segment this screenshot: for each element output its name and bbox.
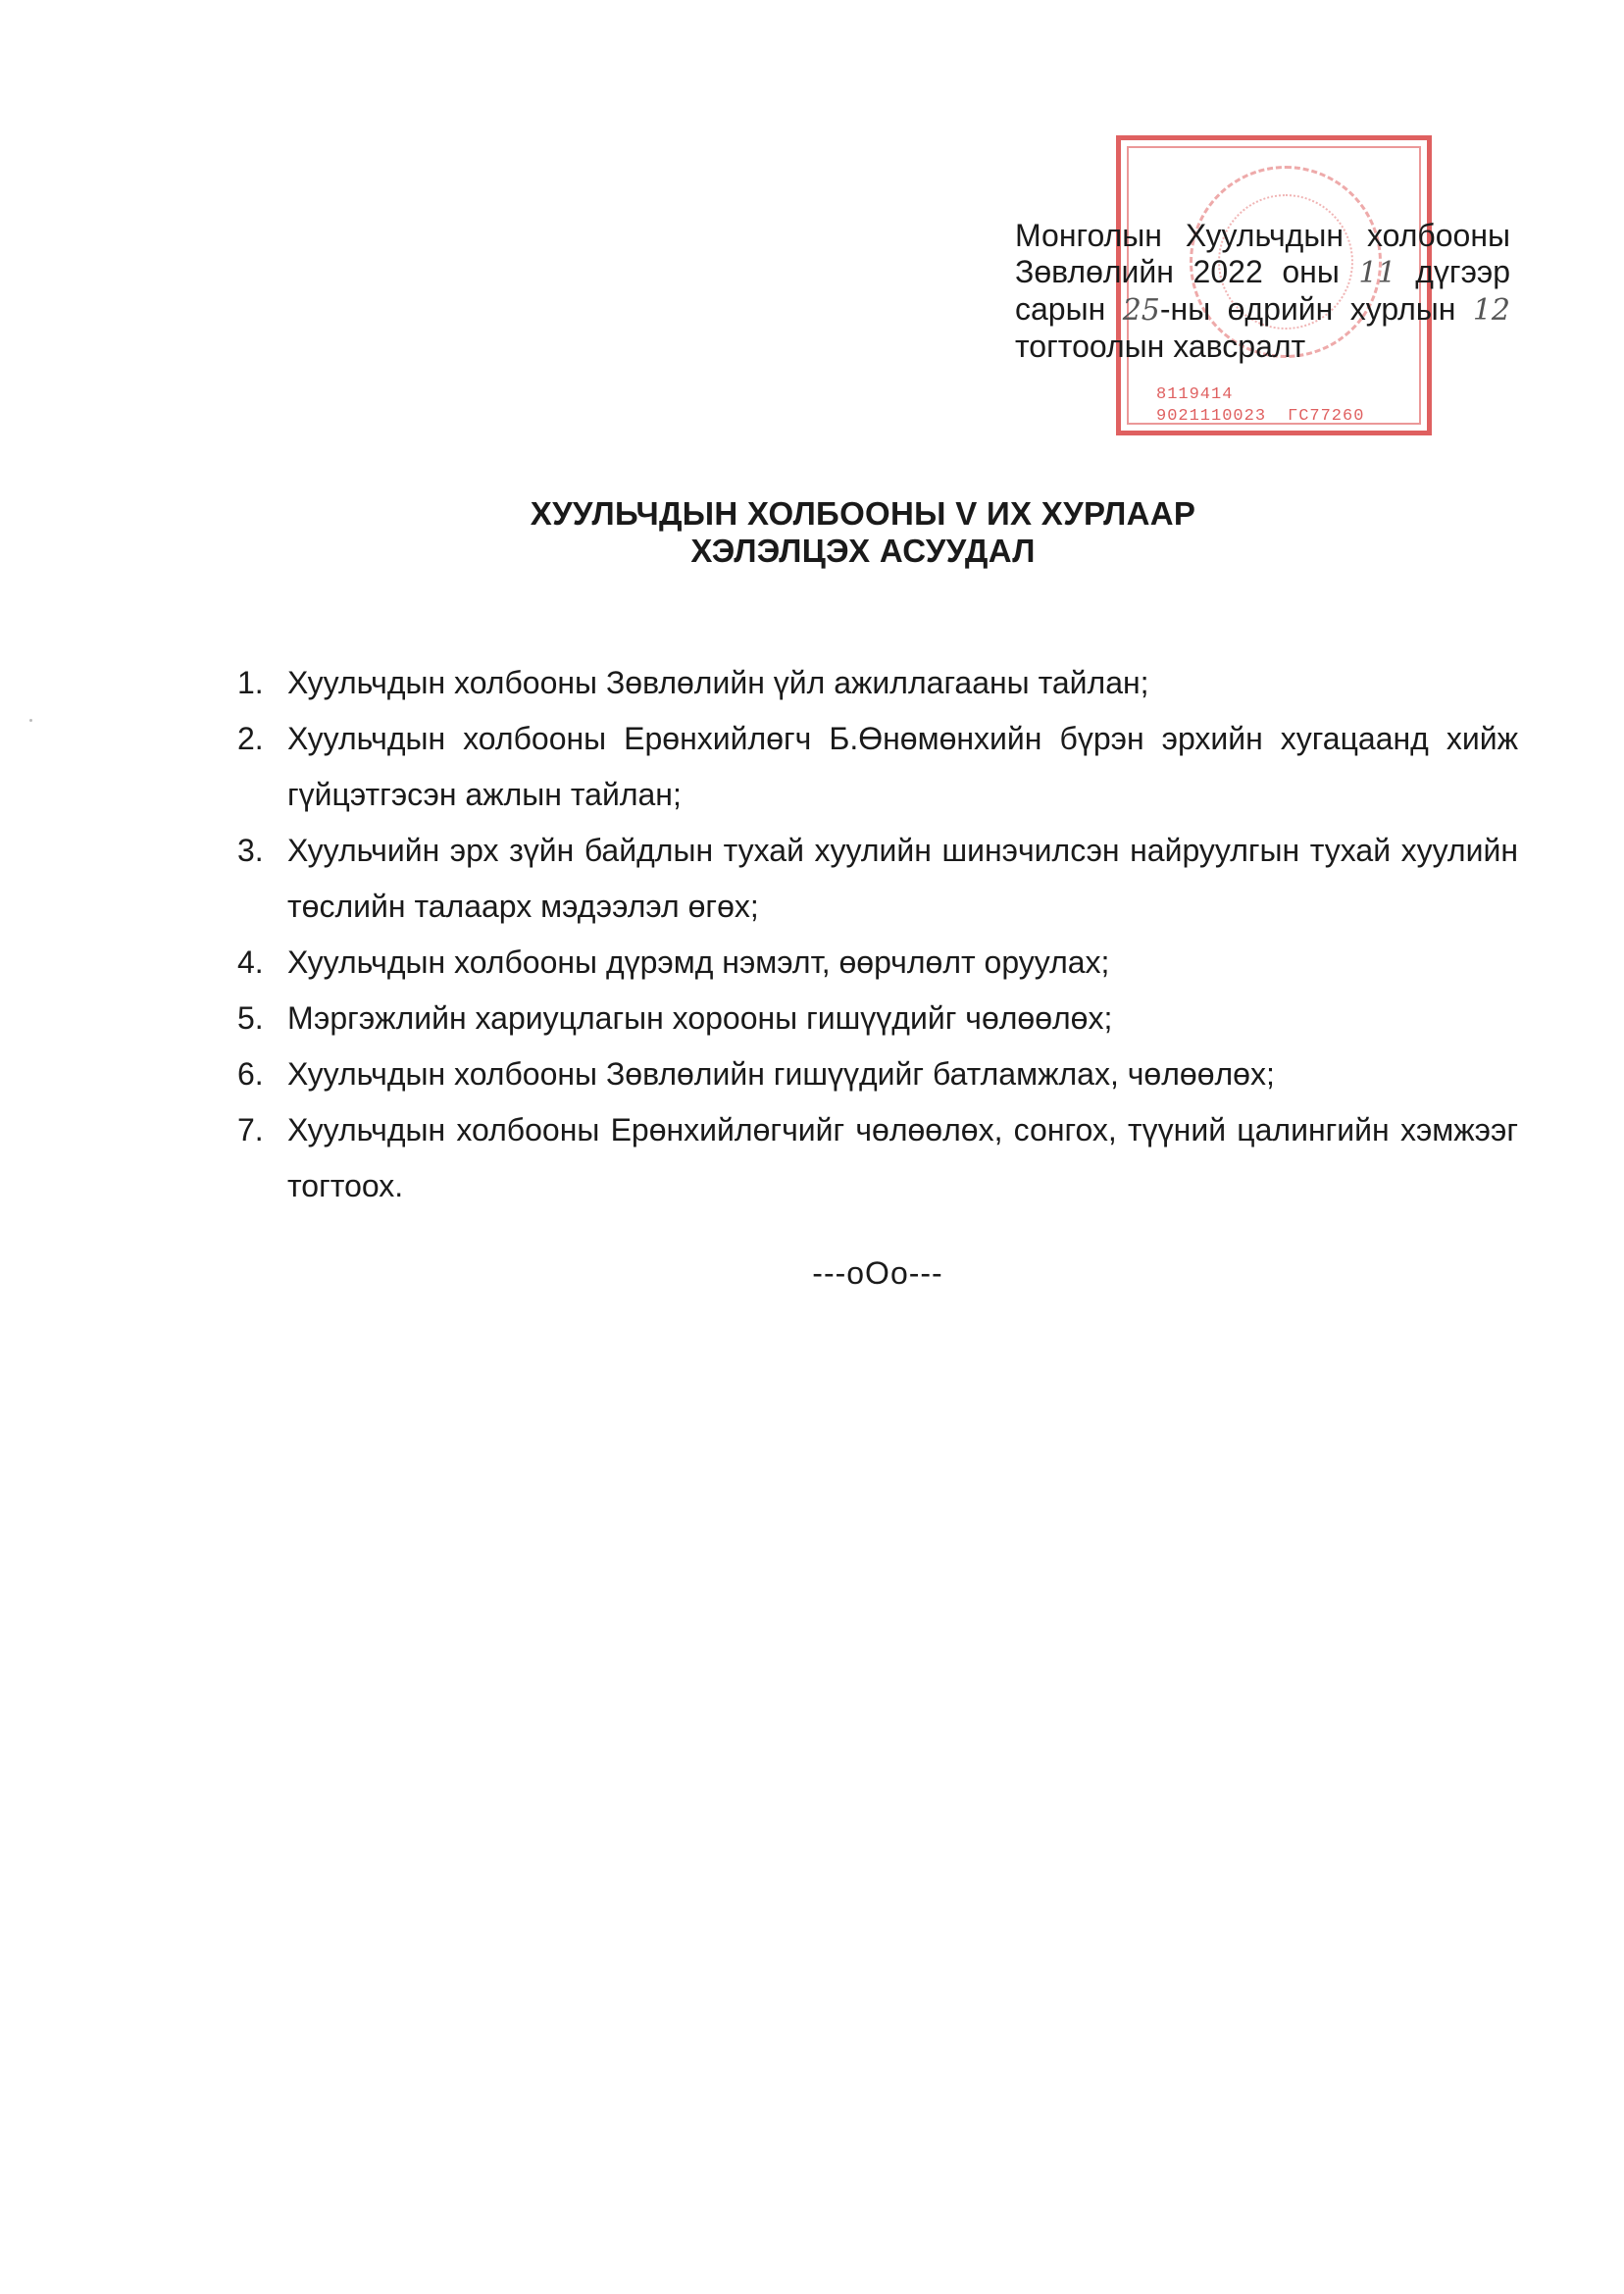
stamp-number-2: 9021110023 <box>1156 407 1267 426</box>
stamp-number-3: ГС77260 <box>1288 407 1365 426</box>
header-line-1: Монголын Хуульчдын холбооны <box>1015 218 1510 253</box>
header-line-2-text-a: Зөвлөлийн 2022 оны <box>1015 254 1340 289</box>
list-item-number: 5. <box>237 1000 264 1036</box>
list-item <box>237 655 1518 711</box>
closing-mark: ---oOo--- <box>812 1255 943 1291</box>
handwritten-number: 11 <box>1358 256 1396 290</box>
handwritten-resolution-number: 12 <box>1472 293 1511 328</box>
list-item-text: Хуульчдын холбооны Ерөнхийлөгч Б.Өнөмөнхийн бүрэн эрхийн хугацаанд хийж гүйцэтгэсэн ажлын тайлан; <box>287 721 1518 812</box>
agenda-list <box>237 655 1518 1214</box>
header-line-2-text-b: дүгээр <box>1415 254 1511 289</box>
list-item <box>237 823 1518 935</box>
list-item-number: 6. <box>237 1056 264 1092</box>
list-item-number: 3. <box>237 833 264 868</box>
list-item <box>237 991 1518 1046</box>
list-item-text: Хуульчдын холбооны дүрэмд нэмэлт, өөрчлөлт оруулах; <box>287 944 1110 980</box>
list-item <box>237 1046 1518 1102</box>
header-line-3-text-b: -ны өдрийн хурлын <box>1159 291 1456 327</box>
document-title <box>0 495 1624 570</box>
list-item-text: Хуульчдын холбооны Зөвлөлийн үйл ажиллагааны тайлан; <box>287 665 1149 700</box>
list-item <box>237 711 1518 823</box>
scan-speck <box>29 719 32 722</box>
appendix-header <box>1015 218 1510 365</box>
title-line-1: ХУУЛЬЧДЫН ХОЛБООНЫ V ИХ ХУРЛААР <box>530 495 1196 532</box>
list-item-number: 7. <box>237 1112 264 1147</box>
list-item-number: 2. <box>237 721 264 756</box>
header-line-2 <box>1015 254 1510 291</box>
title-line-2: ХЭЛЭЛЦЭХ АСУУДАЛ <box>690 533 1036 569</box>
list-item-text: Мэргэжлийн хариуцлагын хорооны гишүүдийг чөлөөлөх; <box>287 1000 1113 1036</box>
list-item <box>237 1102 1518 1214</box>
list-item-text: Хуульчийн эрх зүйн байдлын тухай хуулийн шинэчилсэн найруулгын тухай хуулийн төслийн талаарх мэдээлэл өгөх; <box>287 833 1518 924</box>
list-item-text: Хуульчдын холбооны Зөвлөлийн гишүүдийг батламжлах, чөлөөлөх; <box>287 1056 1275 1092</box>
list-item <box>237 935 1518 991</box>
handwritten-day: 25 <box>1122 293 1160 328</box>
list-item-text: Хуульчдын холбооны Ерөнхийлөгчийг чөлөөлөх, сонгох, түүний цалингийн хэмжээг тогтоох. <box>287 1112 1518 1203</box>
list-item-number: 4. <box>237 944 264 980</box>
header-line-4: тогтоолын хавсралт <box>1015 329 1306 364</box>
stamp-number-1: 8119414 <box>1156 385 1234 404</box>
header-line-3 <box>1015 291 1510 329</box>
header-line-3-text-a: сарын <box>1015 291 1106 327</box>
list-item-number: 1. <box>237 665 264 700</box>
